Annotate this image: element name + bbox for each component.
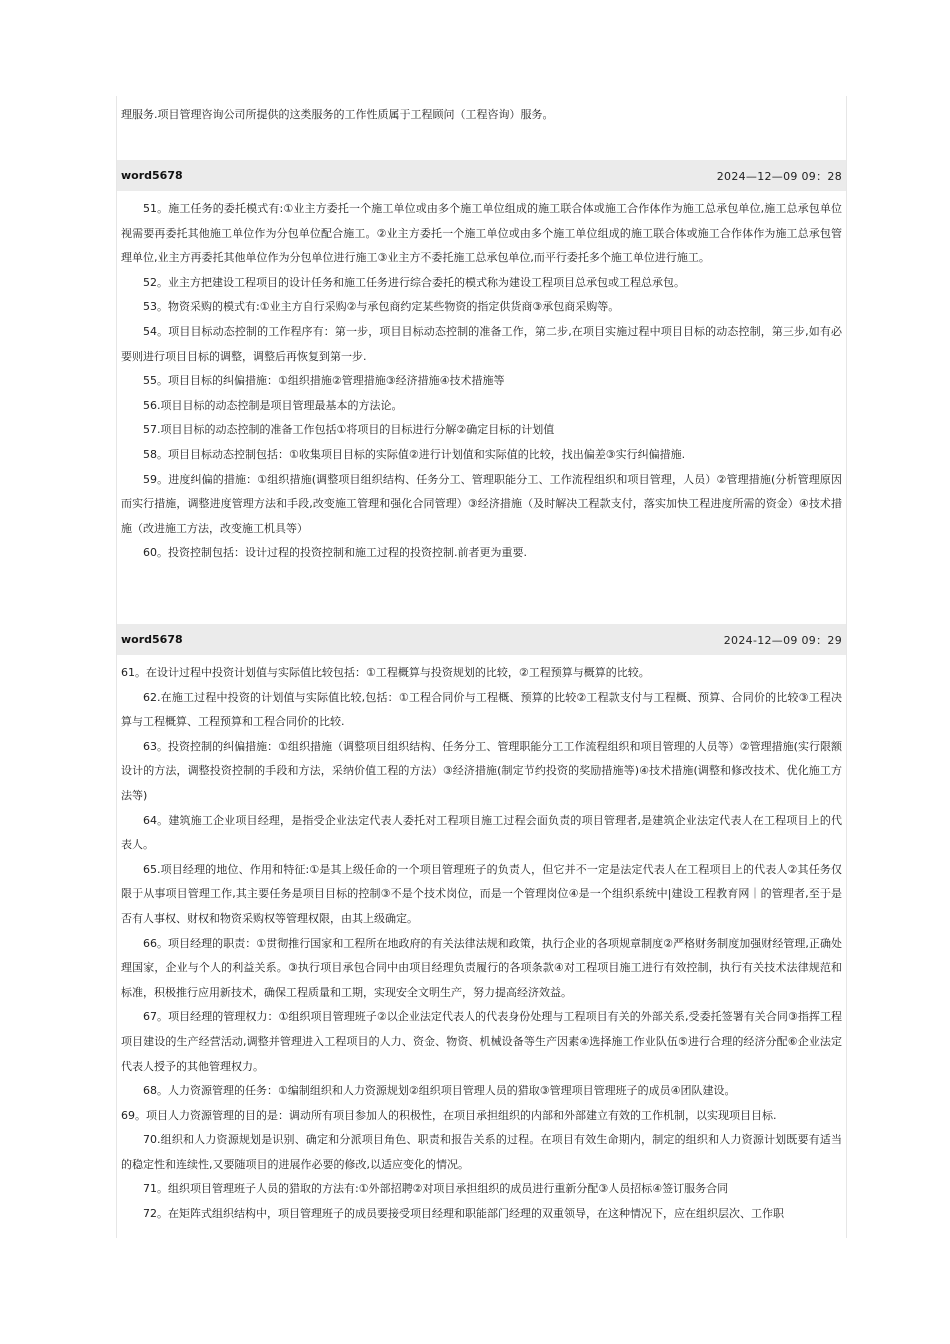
paragraph-55: 55。项目目标的纠偏措施：①组织措施②管理措施③经济措施④技术措施等 (143, 374, 505, 388)
paragraph-66: 66。项目经理的职责：①贯彻推行国家和工程所在地政府的有关法律法规和政策，执行企业的各项规章制度②严格财务制度加强财经管理,正确处理国家，企业与个人的利益关系。③执行项目承包合同中由项目经理负责履行的各项条款④对工程项目施工进行有效控制，执行有关技术法律规范和标准，积极推行应用新技术，确保工程质量和工期，实现安全文明生产，努力提高经济效益。 (121, 936, 842, 999)
paragraph-69: 69。项目人力资源管理的目的是：调动所有项目参加人的积极性，在项目承担组织的内部和外部建立有效的工作机制，以实现项目目标. (121, 1108, 777, 1122)
paragraph-56: 56.项目目标的动态控制是项目管理最基本的方法论。 (143, 398, 403, 412)
paragraph-64: 64。建筑施工企业项目经理，是指受企业法定代表人委托对工程项目施工过程会面负责的项目管理者,是建筑企业法定代表人在工程项目上的代表人。 (121, 813, 842, 852)
paragraph-63: 63。投资控制的纠偏措施：①组织措施（调整项目组织结构、任务分工、管理职能分工工作流程组织和项目管理的人员等）②管理措施(实行限额设计的方法，调整投资控制的手段和方法，采纳价值工程的方法）③经济措施(制定节约投资的奖励措施等)④技术措施(调整和修改技术、优化施工方法等) (121, 739, 842, 802)
post-author[interactable]: word5678 (121, 633, 183, 646)
paragraph-60: 60。投资控制包括：设计过程的投资控制和施工过程的投资控制.前者更为重要. (143, 546, 527, 560)
document-page (116, 96, 847, 1238)
post-body (117, 197, 846, 566)
paragraph-58: 58。项目目标动态控制包括：①收集项目目标的实际值②进行计划值和实际值的比较，找出偏差③实行纠偏措施. (143, 447, 686, 461)
paragraph-70: 70.组织和人力资源规划是识别、确定和分派项目角色、职责和报告关系的过程。在项目有效生命期内，制定的组织和人力资源计划既要有适当的稳定性和连续性,又要随项目的进展作必要的修改,以适应变化的情况。 (121, 1133, 842, 1171)
paragraph-71: 71。组织项目管理班子人员的猎取的方法有:①外部招聘②对项目承担组织的成员进行重新分配③人员招标④签订服务合同 (143, 1182, 729, 1196)
post-header (117, 624, 846, 655)
paragraph-59: 59。进度纠偏的措施：①组织措施(调整项目组织结构、任务分工、管理职能分工、工作流程组织和项目管理，人员）②管理措施(分析管理原因而实行措施，调整进度管理方法和手段,改变施工管理和强化合同管理）③经济措施（及时解决工程款支付，落实加快工程进度所需的资金）④技术措施（改进施工方法，改变施工机具等） (121, 472, 842, 535)
paragraph-72: 72。在矩阵式组织结构中，项目管理班子的成员要接受项目经理和职能部门经理的双重领导，在这种情况下，应在组织层次、工作职 (143, 1207, 784, 1221)
intro-text: 理服务.项目管理咨询公司所提供的这类服务的工作性质属于工程顾问（工程咨询）服务。 (121, 108, 554, 121)
paragraph-54: 54。项目目标动态控制的工作程序有：第一步，项目目标动态控制的准备工作，第二步,在项目实施过程中项目目标的动态控制，第三步,如有必要则进行项目目标的调整，调整后再恢复到第一步. (121, 324, 842, 363)
post-author[interactable]: word5678 (121, 169, 183, 182)
post-time: 2024-12—09 09：29 (723, 633, 842, 647)
post-body (117, 661, 846, 1227)
paragraph-57: 57.项目目标的动态控制的准备工作包括①将项目的目标进行分解②确定目标的计划值 (143, 423, 555, 437)
paragraph-62: 62.在施工过程中投资的计划值与实际值比较,包括：①工程合同价与工程概、预算的比较②工程款支付与工程概、预算、合同价的比较③工程决算与工程概算、工程预算和工程合同价的比较. (121, 690, 842, 729)
paragraph-61: 61。在设计过程中投资计划值与实际值比较包括：①工程概算与投资规划的比较，②工程预算与概算的比较。 (121, 666, 650, 679)
post-time: 2024—12—09 09：28 (716, 169, 842, 183)
paragraph-65: 65.项目经理的地位、作用和特征:①是其上级任命的一个项目管理班子的负责人，但它并不一定是法定代表人在工程项目上的代表人②其任务仅限于从事项目管理工作,其主要任务是项目目标的控制③不是个技术岗位，而是一个管理岗位④是一个组织系统中|建设工程教育网｜的管理者,至于是否有人事权、财权和物资采购权等管理权限，由其上级确定。 (121, 862, 842, 925)
paragraph-52: 52。业主方把建设工程项目的设计任务和施工任务进行综合委托的模式称为建设工程项目总承包或工程总承包。 (143, 275, 685, 289)
paragraph-67: 67。项目经理的管理权力：①组织项目管理班子②以企业法定代表人的代表身份处理与工程项目有关的外部关系,受委托签署有关合同③指挥工程项目建设的生产经营活动,调整并管理进入工程项目的人力、资金、物资、机械设备等生产因素④选择施工作业队伍⑤进行合理的经济分配⑥企业法定代表人授予的其他管理权力。 (121, 1010, 842, 1073)
paragraph-51: 51。施工任务的委托模式有:①业主方委托一个施工单位或由多个施工单位组成的施工联合体或施工合作体作为施工总承包单位,施工总承包单位视需要再委托其他施工单位作为分包单位配合施工。②业主方委托一个施工单位或由多个施工单位组成的施工联合体或施工合作体作为施工总承包管理单位,业主方再委托其他单位作为分包单位进行施工③业主方不委托施工总承包单位,而平行委托多个施工单位进行施工。 (121, 202, 842, 265)
paragraph-68: 68。人力资源管理的任务：①编制组织和人力资源规划②组织项目管理人员的猎取③管理项目管理班子的成员④团队建设。 (143, 1084, 736, 1098)
post-header (117, 160, 846, 191)
paragraph-53: 53。物资采购的模式有:①业主方自行采购②与承包商约定某些物资的指定供货商③承包商采购等。 (143, 300, 620, 314)
